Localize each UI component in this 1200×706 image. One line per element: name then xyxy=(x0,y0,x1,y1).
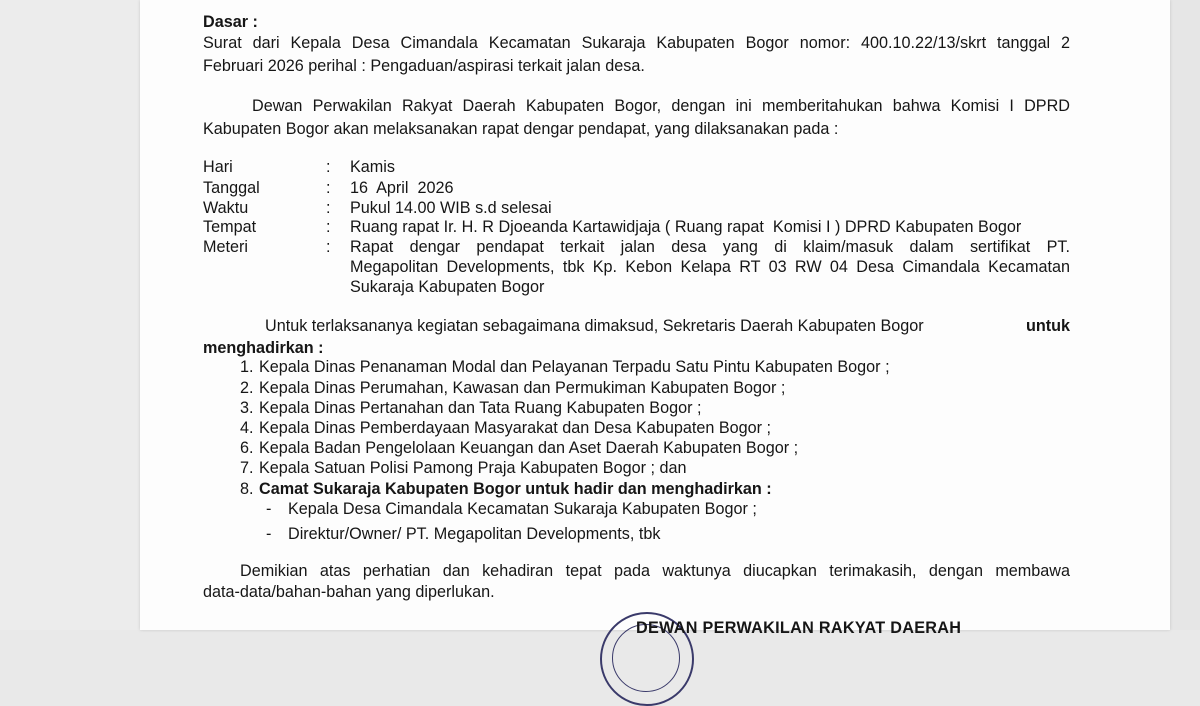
list-item: Kepala Dinas Penanaman Modal dan Pelayanan Terpadu Satu Pintu Kabupaten Bogor ; xyxy=(259,358,890,376)
sub-list-dash: - xyxy=(266,500,272,518)
detail-label-tanggal: Tanggal xyxy=(203,179,260,197)
materi-cont-1: Megapolitan Developments, tbk Kp. Kebon Kelapa RT 03 RW 04 Desa Cimandala Kecamatan xyxy=(350,258,1070,276)
detail-value-tanggal: 16 April 2026 xyxy=(350,179,454,197)
dasar-line-2: Februari 2026 perihal : Pengaduan/aspirasi terkait jalan desa. xyxy=(203,57,645,75)
attend-line-1-bold: untuk xyxy=(1025,317,1070,335)
detail-sep-hari: : xyxy=(326,158,331,176)
materi-cont-2: Sukaraja Kabupaten Bogor xyxy=(350,278,545,296)
list-item-num: 8. xyxy=(240,480,254,498)
detail-label-materi: Meteri xyxy=(203,238,248,256)
list-item: Kepala Dinas Perumahan, Kawasan dan Permukiman Kabupaten Bogor ; xyxy=(259,379,786,397)
list-item-num: 1. xyxy=(240,358,254,376)
dasar-line-1: Surat dari Kepala Desa Cimandala Kecamatan Sukaraja Kabupaten Bogor nomor: 400.10.22/13/skrt tanggal 2 xyxy=(203,34,1070,52)
detail-sep-materi: : xyxy=(326,238,331,256)
dasar-heading: Dasar : xyxy=(203,13,258,31)
detail-label-tempat: Tempat xyxy=(203,218,257,236)
closing-line-1: Demikian atas perhatian dan kehadiran tepat pada waktunya diucapkan terimakasih, dengan membawa xyxy=(240,562,1070,580)
background-left xyxy=(0,0,140,630)
intro-line-1: Dewan Perwakilan Rakyat Daerah Kabupaten Bogor, dengan ini memberitahukan bahwa Komisi I DPRD xyxy=(252,97,1070,115)
detail-label-hari: Hari xyxy=(203,158,233,176)
background-right xyxy=(1170,0,1200,630)
detail-sep-tanggal: : xyxy=(326,179,331,197)
closing-line-2: data-data/bahan-bahan yang diperlukan. xyxy=(203,583,495,601)
detail-value-materi: Rapat dengar pendapat terkait jalan desa yang di klaim/masuk dalam sertifikat PT. xyxy=(350,238,1070,256)
sub-list-item: Direktur/Owner/ PT. Megapolitan Developments, tbk xyxy=(288,525,661,543)
list-item-num: 7. xyxy=(240,459,254,477)
list-item: Kepala Satuan Polisi Pamong Praja Kabupaten Bogor ; dan xyxy=(259,459,687,477)
attend-line-1-text: Untuk terlaksananya kegiatan sebagaimana dimaksud, Sekretaris Daerah Kabupaten Bogor xyxy=(265,317,924,335)
attend-line-2: menghadirkan : xyxy=(203,339,324,357)
detail-value-waktu: Pukul 14.00 WIB s.d selesai xyxy=(350,199,552,217)
list-item: Kepala Dinas Pertanahan dan Tata Ruang Kabupaten Bogor ; xyxy=(259,399,702,417)
list-item-num: 6. xyxy=(240,439,254,457)
list-item: Camat Sukaraja Kabupaten Bogor untuk hadir dan menghadirkan : xyxy=(259,480,772,498)
list-item-num: 4. xyxy=(240,419,254,437)
detail-value-hari: Kamis xyxy=(350,158,395,176)
list-item-num: 3. xyxy=(240,399,254,417)
sub-list-item: Kepala Desa Cimandala Kecamatan Sukaraja Kabupaten Bogor ; xyxy=(288,500,757,518)
detail-value-tempat: Ruang rapat Ir. H. R Djoeanda Kartawidjaja ( Ruang rapat Komisi I ) DPRD Kabupaten Bogor xyxy=(350,218,1022,236)
sub-list-dash: - xyxy=(266,525,272,543)
list-item: Kepala Badan Pengelolaan Keuangan dan Aset Daerah Kabupaten Bogor ; xyxy=(259,439,799,457)
detail-label-waktu: Waktu xyxy=(203,199,249,217)
signature-header: DEWAN PERWAKILAN RAKYAT DAERAH xyxy=(636,619,962,637)
attend-line-1 xyxy=(265,316,1070,336)
list-item-num: 2. xyxy=(240,379,254,397)
intro-line-2: Kabupaten Bogor akan melaksanakan rapat dengar pendapat, yang dilaksanakan pada : xyxy=(203,120,839,138)
detail-sep-tempat: : xyxy=(326,218,331,236)
detail-sep-waktu: : xyxy=(326,199,331,217)
list-item: Kepala Dinas Pemberdayaan Masyarakat dan Desa Kabupaten Bogor ; xyxy=(259,419,772,437)
